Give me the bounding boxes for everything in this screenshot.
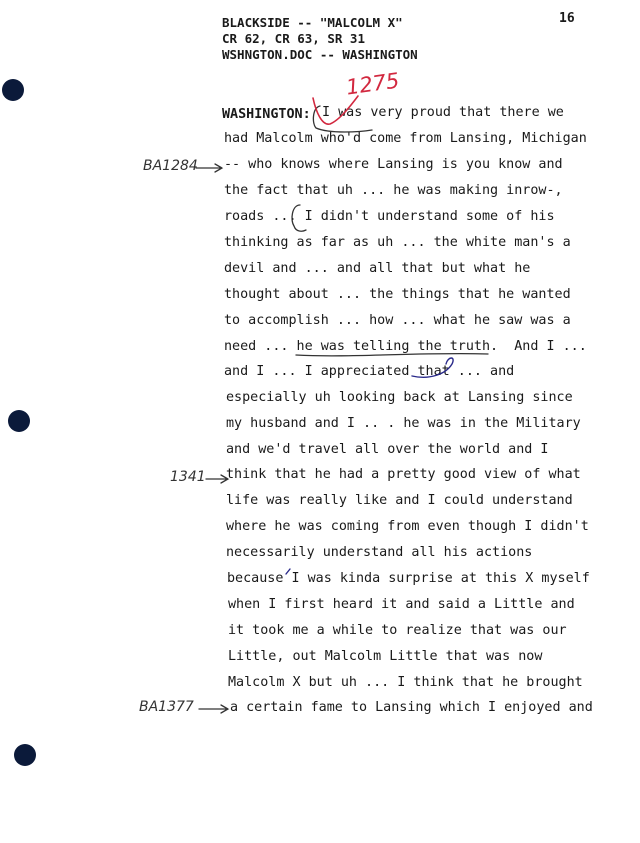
transcript-line: need ... he was telling the truth. And I ... <box>224 339 587 354</box>
arrow-3 <box>199 705 228 713</box>
transcript-line: and we'd travel all over the world and I <box>226 442 549 457</box>
transcript-line: thinking as far as uh ... the white man's a <box>224 235 571 250</box>
red-timecode-note: 1275 <box>344 68 401 100</box>
punch-hole-bottom <box>14 744 36 766</box>
arrow-2 <box>206 475 228 483</box>
transcript-line: to accomplish ... how ... what he saw was a <box>224 313 571 328</box>
document-header <box>222 15 418 63</box>
transcript-line: necessarily understand all his actions <box>226 545 533 560</box>
transcript-line: roads ... I didn't understand some of his <box>224 209 555 224</box>
margin-timecode-3: BA1377 <box>139 699 194 715</box>
speaker-label: WASHINGTON: <box>222 107 311 122</box>
transcript-line: it took me a while to realize that was our <box>228 623 567 638</box>
header-line-2: CR 62, CR 63, SR 31 <box>222 31 365 46</box>
transcript-line: devil and ... and all that but what he <box>224 261 531 276</box>
page-number: 16 <box>559 11 575 26</box>
punch-hole-top <box>2 79 24 101</box>
margin-timecode-1: BA1284 <box>143 158 198 174</box>
transcript-line: had Malcolm who'd come from Lansing, Michigan <box>224 131 587 146</box>
transcript-line: think that he had a pretty good view of what <box>226 467 581 482</box>
punch-hole-middle <box>8 410 30 432</box>
transcript-line: because I was kinda surprise at this X myself <box>227 571 590 586</box>
transcript-line: -- who knows where Lansing is you know and <box>224 157 563 172</box>
transcript-line: especially uh looking back at Lansing since <box>226 390 573 405</box>
transcript-line: where he was coming from even though I didn't <box>226 519 589 534</box>
transcript-line: and I ... I appreciated that ... and <box>224 364 515 379</box>
transcript-line: a certain fame to Lansing which I enjoyed and <box>230 700 593 715</box>
header-line-1: BLACKSIDE -- "MALCOLM X" <box>222 15 403 30</box>
header-line-3: WSHNGTON.DOC -- WASHINGTON <box>222 47 418 62</box>
transcript-line: life was really like and I could understand <box>226 493 573 508</box>
arrow-1 <box>196 164 222 172</box>
margin-timecode-2: 1341 <box>170 469 206 485</box>
transcript-line: my husband and I .. . he was in the Military <box>226 416 581 431</box>
transcript-line: when I first heard it and said a Little and <box>228 597 575 612</box>
transcript-line: Malcolm X but uh ... I think that he brought <box>228 675 583 690</box>
transcript-line: thought about ... the things that he wanted <box>224 287 571 302</box>
transcript-line: I was very proud that there we <box>322 105 564 120</box>
transcript-line: the fact that uh ... he was making inrow-, <box>224 183 563 198</box>
transcript-line: Little, out Malcolm Little that was now <box>228 649 543 664</box>
